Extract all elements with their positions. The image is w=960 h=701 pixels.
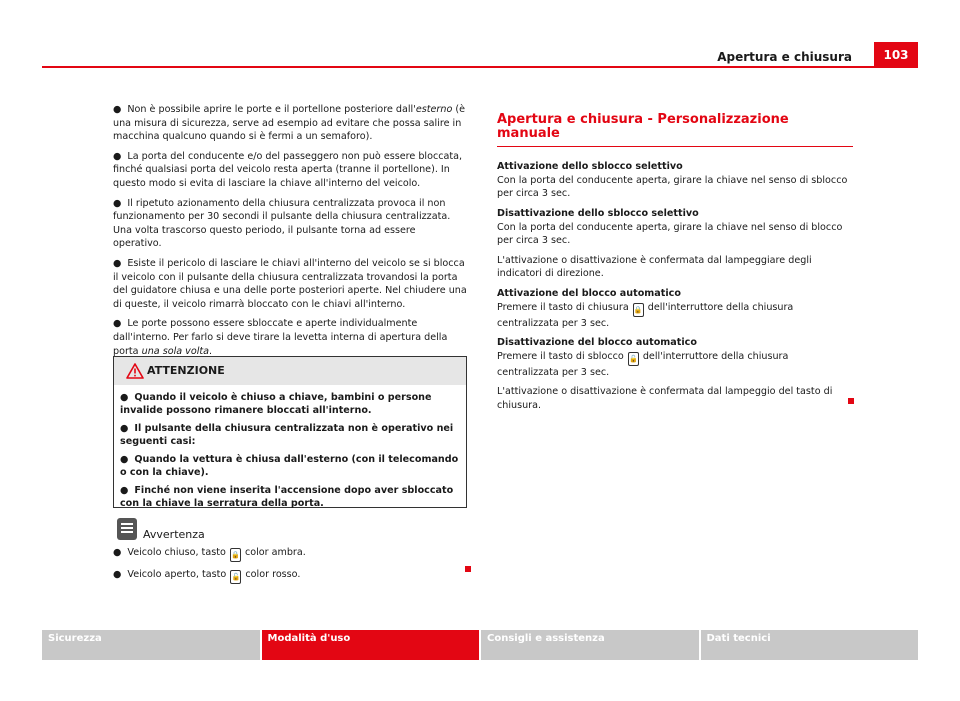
warning-box: [113, 356, 467, 508]
paragraph-text: dell'interruttore della chiusura centralizzata per 3 sec.: [497, 301, 794, 329]
warning-text: Il pulsante della chiusura centralizzata non è operativo nei seguenti casi:: [120, 423, 454, 447]
bullet-text: Esiste il pericolo di lasciare le chiavi all'interno del veicolo se si blocca il veicolo con il pulsante della chiusura centralizzata trovandosi la porta del guidatore chiusa e una delle porte posteriori aperte. Nel chiudere una di queste, il veicolo rimarrà bloccato con le chiavi all'interno.: [113, 257, 467, 310]
note-icon: [117, 518, 137, 540]
paragraph: L'attivazione o disattivazione è confermata dal lampeggio del tasto di chiusura.: [497, 386, 833, 411]
bullet-icon: ●: [113, 547, 122, 558]
bullet-emphasis: una sola volta: [141, 345, 210, 357]
warning-item: [120, 422, 460, 448]
list-item: [113, 568, 473, 584]
header-title: Apertura e chiusura: [717, 50, 852, 64]
subheading: Attivazione dello sblocco selettivo: [497, 161, 683, 173]
list-item: [113, 197, 467, 251]
note-text: color rosso.: [242, 569, 301, 580]
warning-item: [120, 484, 460, 510]
end-marker: [848, 398, 854, 404]
bullet-text: .: [209, 345, 213, 357]
left-column: [113, 103, 467, 364]
subheading: Disattivazione del blocco automatico: [497, 337, 697, 349]
list-item: [113, 150, 467, 191]
subheading: Attivazione del blocco automatico: [497, 287, 681, 299]
bullet-icon: ●: [113, 569, 122, 580]
bullet-icon: ●: [113, 197, 122, 209]
paragraph: Con la porta del conducente aperta, girare la chiave nel senso di sblocco per circa 3 sec.: [497, 174, 848, 200]
warning-text: Finché non viene inserita l'accensione dopo aver sbloccato con la chiave la serratura della porta.: [120, 485, 454, 509]
note-section: [113, 518, 473, 590]
note-text: Veicolo aperto, tasto: [127, 569, 230, 580]
bullet-text: Le porte possono essere sbloccate e aperte individualmente dall'interno. Per farlo si deve tirare la levetta interna di apertura della porta: [113, 318, 448, 357]
lock-key-icon: 🔒: [633, 303, 644, 317]
end-marker: [465, 566, 471, 572]
bullet-icon: ●: [120, 454, 129, 465]
footer-nav: [42, 630, 918, 660]
warning-text: Quando la vettura è chiusa dall'esterno (con il telecomando o con la chiave).: [120, 454, 459, 478]
list-item: [113, 257, 467, 311]
warning-text: Quando il veicolo è chiuso a chiave, bambini o persone invalide possono rimanere bloccati all'interno.: [120, 392, 432, 416]
warning-title: ATTENZIONE: [147, 364, 225, 377]
warning-header: [114, 357, 466, 385]
footer-tab-dati-tecnici[interactable]: Dati tecnici: [701, 630, 919, 660]
paragraph-text: dell'interruttore della chiusura centralizzata per 3 sec.: [497, 350, 789, 378]
bullet-text: La porta del conducente e/o del passeggero non può essere bloccata, finché qualsiasi porta del veicolo resta aperta (tranne il portellone). In questo modo si evita di lasciare la chiave all'interno del veicolo.: [113, 150, 463, 189]
paragraph: [497, 301, 853, 331]
note-title: Avvertenza: [143, 528, 205, 541]
page-number: 103: [874, 42, 918, 68]
paragraph-text: Premere il tasto di chiusura: [497, 301, 632, 313]
bullet-emphasis: esterno: [415, 104, 453, 115]
subheading: Disattivazione dello sblocco selettivo: [497, 207, 699, 219]
list-item: [113, 103, 467, 144]
note-header: [113, 518, 473, 542]
paragraph: L'attivazione o disattivazione è confermata dal lampeggiare degli indicatori di direzione.: [497, 254, 812, 280]
bullet-text: Il ripetuto azionamento della chiusura centralizzata provoca il non funzionamento per 30 secondi il pulsante della chiusura centralizzata. Una volta trascorso questo periodo, il pulsante torna ad essere operativo.: [113, 197, 451, 250]
warning-body: [114, 385, 466, 510]
warning-item: [120, 391, 460, 417]
warning-item: [120, 453, 460, 479]
footer-tab-sicurezza[interactable]: Sicurezza: [42, 630, 260, 660]
right-column: [497, 113, 853, 419]
bullet-icon: ●: [113, 257, 122, 269]
header-rule: [42, 66, 918, 68]
bullet-icon: ●: [120, 392, 129, 403]
bullet-icon: ●: [113, 318, 122, 330]
bullet-icon: ●: [113, 150, 122, 162]
list-item: [113, 546, 473, 562]
note-text: Veicolo chiuso, tasto: [127, 547, 229, 558]
bullet-icon: ●: [120, 423, 129, 434]
footer-tab-consigli[interactable]: Consigli e assistenza: [481, 630, 699, 660]
section-title: Apertura e chiusura - Personalizzazione manuale: [497, 113, 853, 147]
footer-tab-modalita-uso[interactable]: Modalità d'uso: [262, 630, 480, 660]
paragraph-text: Premere il tasto di sblocco: [497, 350, 627, 362]
unlock-key-icon: 🔓: [628, 352, 639, 366]
bullet-text: Non è possibile aprire le porte e il portellone posteriore dall': [127, 104, 416, 115]
bullet-icon: ●: [113, 104, 122, 115]
bullet-text: (è una misura di sicurezza, serve ad esempio ad evitare che possa salire in macchina qualcuno quando si è fermi a un semaforo).: [113, 104, 466, 143]
warning-triangle-icon: [126, 363, 144, 379]
unlock-key-icon: 🔓: [230, 570, 241, 584]
paragraph: [497, 350, 853, 380]
note-text: color ambra.: [241, 547, 306, 558]
list-item: [113, 317, 467, 358]
paragraph: Con la porta del conducente aperta, girare la chiave nel senso di blocco per circa 3 sec.: [497, 221, 843, 247]
bullet-icon: ●: [120, 485, 129, 496]
lock-key-icon: 🔒: [230, 548, 241, 562]
